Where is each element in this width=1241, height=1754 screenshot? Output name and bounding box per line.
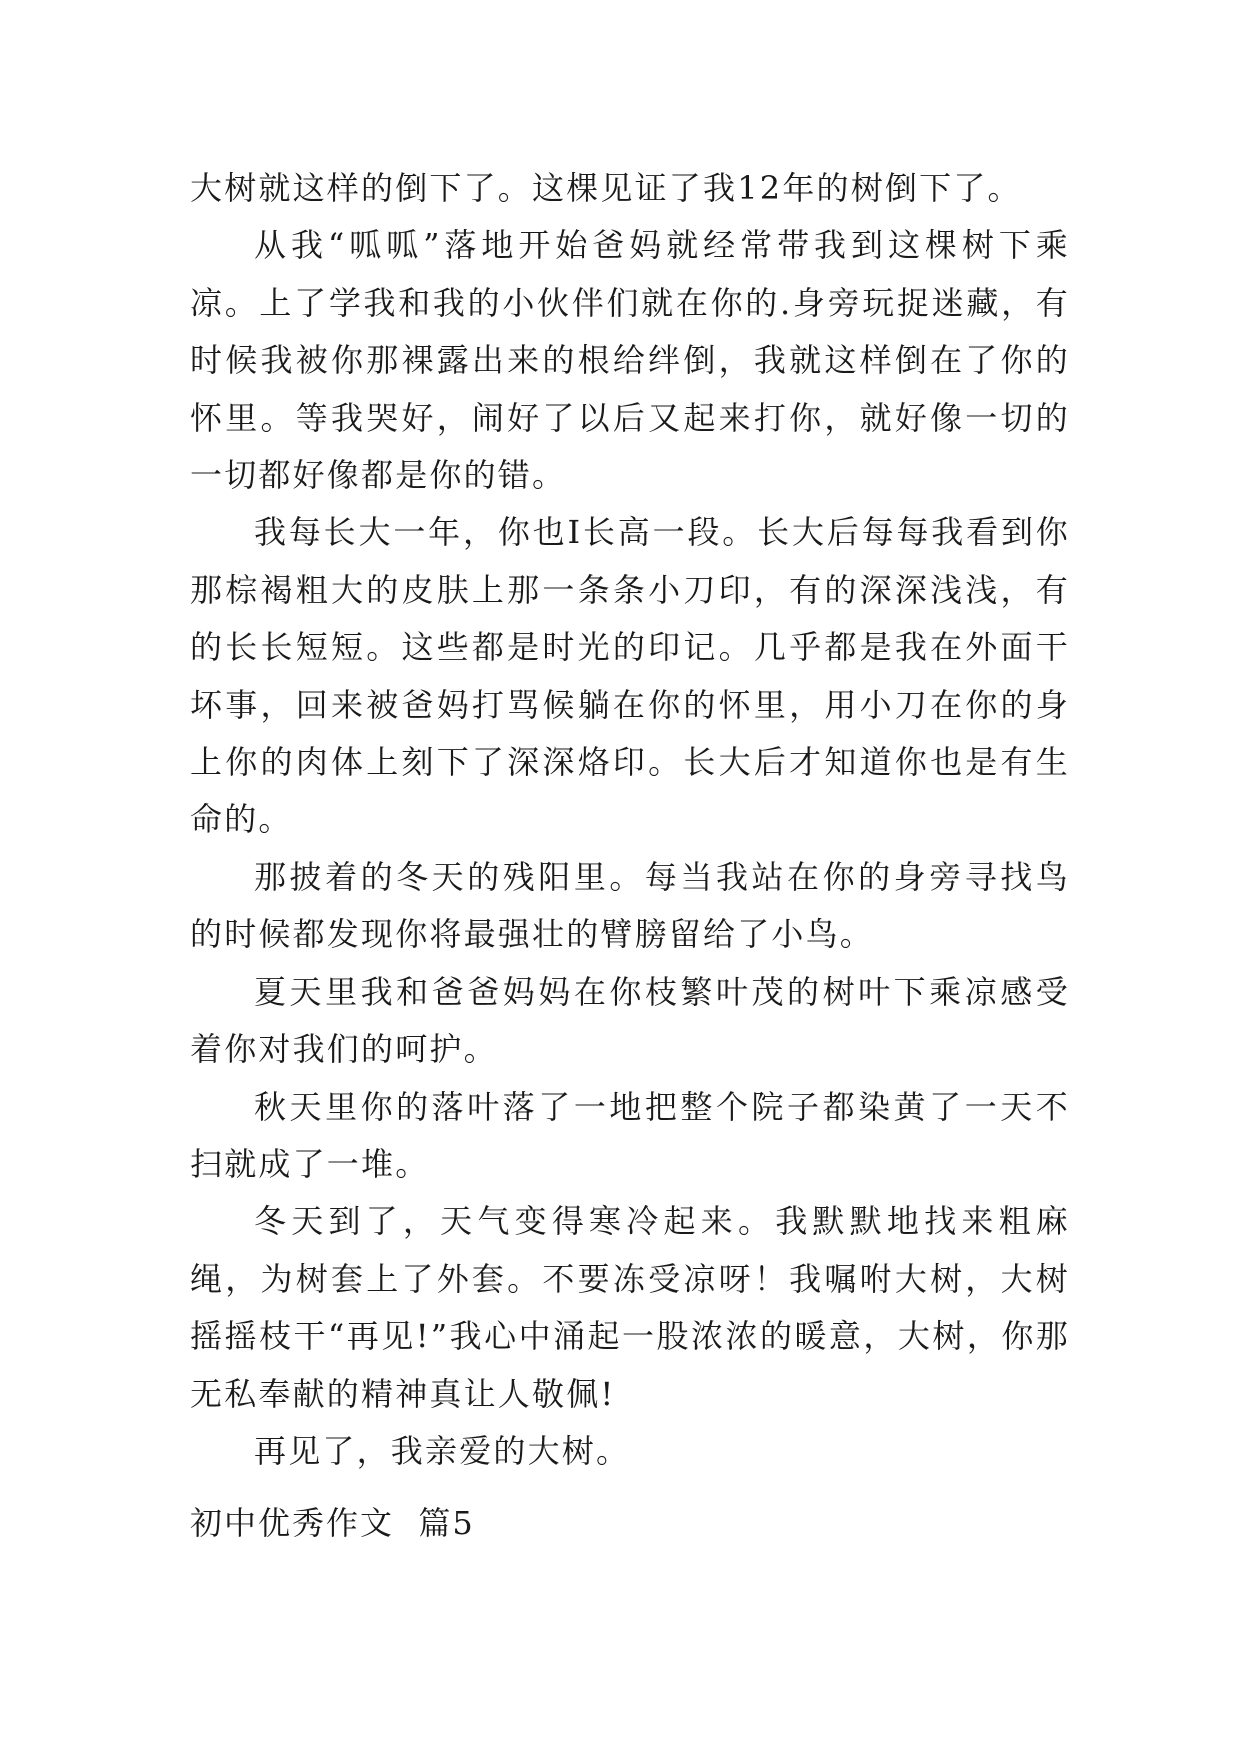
paragraph-4: 那披着的冬天的残阳里。每当我站在你的身旁寻找鸟的时候都发现你将最强壮的臂膀留给了小鸟。 [190,857,1070,954]
paragraph-8: 再见了，我亲爱的大树。 [254,1431,631,1470]
paragraph-6: 秋天里你的落叶落了一地把整个院子都染黄了一天不扫就成了一堆。 [190,1087,1070,1183]
paragraph-7: 冬天到了，天气变得寒冷起来。我默默地找来粗麻绳，为树套上了外套。不要冻受凉呀！我嘱咐大树，大树摇摇枝干“再见!”我心中涌起一股浓浓的暖意，大树，你那无私奉献的精神真让人敬佩! [190,1202,1070,1413]
paragraph-1: 大树就这样的倒下了。这棵见证了我12年的树倒下了。 [190,169,1022,207]
paragraph-3: 我每长大一年，你也I长高一段。长大后每每我看到你那棕褐粗大的皮肤上那一条条小刀印，有的深深浅浅，有的长长短短。这些都是时光的印记。几乎都是我在外面干坏事，回来被爸妈打骂候躺在你的怀里，用小刀在你的身上你的肉体上刻下了深深烙印。长大后才知道你也是有生命的。 [190,513,1070,839]
paragraph-2: 从我“呱呱”落地开始爸妈就经常带我到这棵树下乘凉。上了学我和我的小伙伴们就在你的.身旁玩捉迷藏，有时候我被你那裸露出来的根给绊倒，我就这样倒在了你的怀里。等我哭好，闹好了以后又起来打你，就好像一切的一切都好像都是你的错。 [190,226,1070,495]
paragraph-5: 夏天里我和爸爸妈妈在你枝繁叶茂的树叶下乘凉感受着你对我们的呵护。 [190,972,1070,1069]
section-heading: 初中优秀作文 篇5 [190,1504,475,1542]
essay-body [190,160,1070,1480]
